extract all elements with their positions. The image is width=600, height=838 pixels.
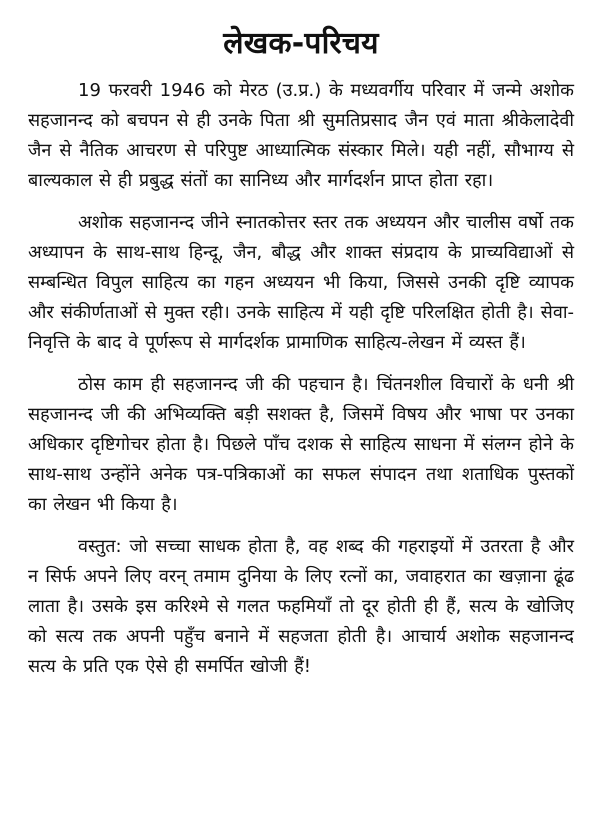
paragraph-literary-work: ठोस काम ही सहजानन्द जी की पहचान है। चिंतनशील विचारों के धनी श्री सहजानन्द जी की अभिव्यक्ति बड़ी सशक्त है, जिसमें विषय और भाषा पर उनका अधिकार दृष्टिगोचर होता है। पिछले पाँच दशक से साहित्य साधना में संलग्न होने के साथ-साथ उन्होंने अनेक पत्र-पत्रिकाओं का सफल संपादन तथा शताधिक पुस्तकों का लेखन भी किया है।: [28, 374, 574, 515]
paragraph-seeker-of-truth: वस्तुत: जो सच्चा साधक होता है, वह शब्द की गहराइयों में उतरता है और न सिर्फ अपने लिए वरन् तमाम दुनिया के लिए रत्नों का, जवाहरात का खज़ाना ढूंढ लाता है। उसके इस करिश्मे से गलत फहमियाँ तो दूर होती ही हैं, सत्य के खोजिए को सत्य तक अपनी पहुँच बनाने में सहजता होती है। आचार्य अशोक सहजानन्द सत्य के प्रति एक ऐसे ही समर्पित खोजी हैं!: [28, 536, 574, 677]
paragraph-birth-family: 19 फरवरी 1946 को मेरठ (उ.प्र.) के मध्यवर्गीय परिवार में जन्मे अशोक सहजानन्द को बचपन से ही उनके पिता श्री सुमतिप्रसाद जैन एवं माता श्रीकेलादेवी जैन से नैतिक आचरण से परिपुष्ट आध्यात्मिक संस्कार मिले। यही नहीं, सौभाग्य से बाल्यकाल से ही प्रबुद्ध संतों का सानिध्य और मार्गदर्शन प्राप्त होता रहा।: [28, 80, 574, 191]
page-title: लेखक-परिचय: [223, 26, 379, 61]
paragraph-education-career: अशोक सहजानन्द जीने स्नातकोत्तर स्तर तक अध्ययन और चालीस वर्षो तक अध्यापन के साथ-साथ हिन्दू, जैन, बौद्ध और शाक्त संप्रदाय के प्राच्यविद्याओं से सम्बन्धित विपुल साहित्य का गहन अध्ययन भी किया, जिससे उनकी दृष्टि व्यापक और संकीर्णताओं से मुक्त रही। उनके साहित्य में यही दृष्टि परिलक्षित होती है। सेवा-निवृत्ति के बाद वे पूर्णरूप से मार्गदर्शक प्रामाणिक साहित्य-लेखन में व्यस्त हैं।: [28, 212, 574, 353]
